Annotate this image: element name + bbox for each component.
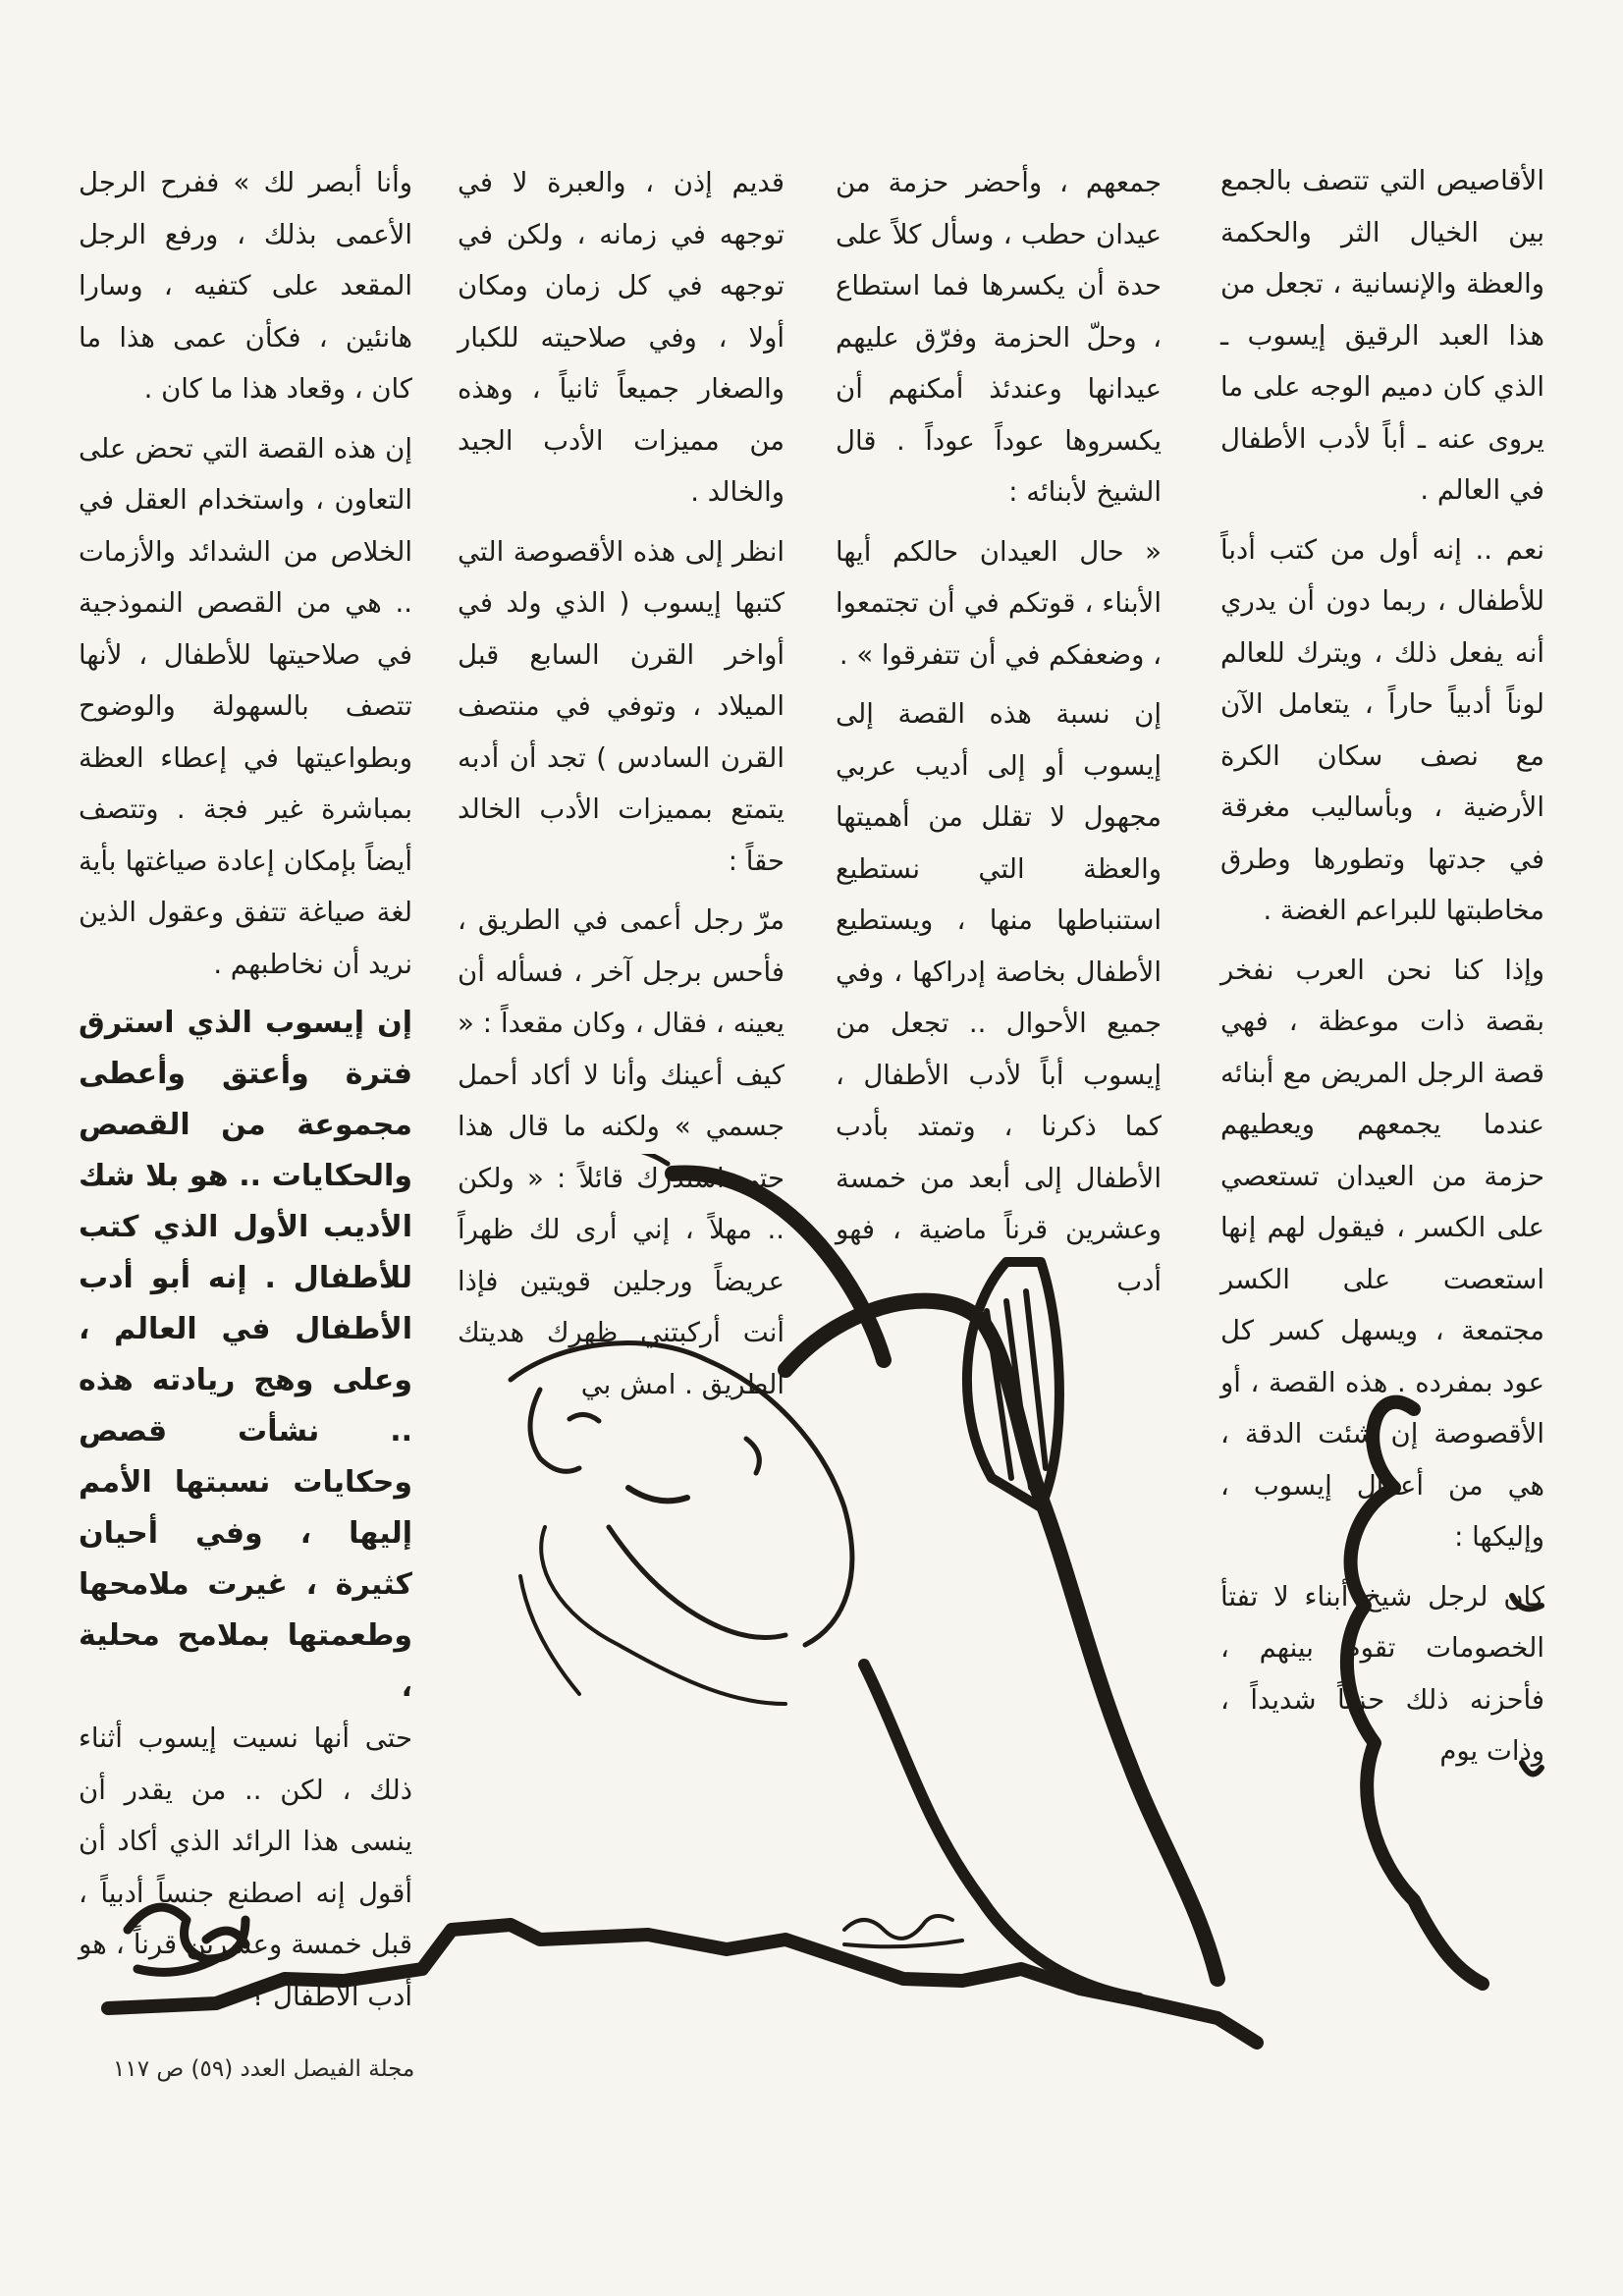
walking-stick	[673, 1173, 884, 1360]
paragraph: وإذا كنا نحن العرب نفخر بقصة ذات موعظة ، فهي قصة الرجل المريض مع أبنائه عندما يجمعهم ويعطيهم حزمة من العيدان تستعصي على الكسر ، فيقول لهم إنها استعصت على الكسر مجتمعة ، ويسهل كسر كل عود بمفرده . هذه القصة ، أو الأقصوصة إن شئت الدقة ، هي من أعمال إيسوب ، وإليكها :	[1220, 954, 1544, 1553]
paragraph: انظر إلى هذه الأقصوصة التي كتبها إيسوب ( الذي ولد في أواخر القرن السابع قبل الميلاد ، وتوفي في منتصف القرن السادس ) تجد أن أدبه يتمتع بمميزات الأدب الخالد حقاً :	[458, 535, 784, 877]
paragraph: قديم إذن ، والعبرة لا في توجهه في زمانه ، ولكن في توجهه في كل زمان ومكان أولا ، وفي صلاحيته للكبار والصغار جميعاً ثانياً ، وهذه من مميزات الأدب الجيد والخالد .	[458, 167, 784, 508]
paragraph: إن هذه القصة التي تحض على التعاون ، واستخدام العقل في الخلاص من الشدائد والأزمات .. هي من القصص النموذجية في صلاحيتها للأطفال ، لأنها تتصف بالسهولة والوضوح وبطواعيتها في إعطاء العظة بمباشرة غير فجة . وتتصف أيضاً بإمكان إعادة صياغتها بأية لغة صياغة تتفق وعقول الذين نريد أن نخاطبهم .	[79, 432, 412, 980]
paragraph: مرّ رجل أعمى في الطريق ، فأحس برجل آخر ، فسأله أن يعينه ، فقال ، وكان مقعداً : « كيف أعينك وأنا لا أكاد أحمل جسمي » ولكنه ما قال هذا حتى استدرك قائلاً : « ولكن .. مهلاً ، إني أرى لك ظهراً عريضاً ورجلين قويتين فإذا أنت أركبتني ظهرك هديتك الطريق . امش بي	[458, 904, 784, 1400]
paragraph: كان لرجل شيخ أبناء لا تفتأ الخصومات تقوم بينهم ، فأحزنه ذلك حزناً شديداً ، وذات يوم	[1220, 1580, 1544, 1767]
signature-left-stroke	[128, 1907, 245, 1972]
text-column-2	[836, 157, 1162, 1315]
paragraph: نعم .. إنه أول من كتب أدباً للأطفال ، ربما دون أن يدري أنه يفعل ذلك ، ويترك للعالم لوناً أدبياً حاراً ، يتعامل الآن مع نصف سكان الكرة الأرضية ، وبأساليب مغرقة في جدتها وتطورها وطرق مخاطبتها للبراعم الغضة .	[1220, 533, 1544, 926]
right-figure-outline	[1347, 1402, 1483, 1984]
page-footer: مجلة الفيصل العدد (٥٩) ص ١١٧	[113, 2056, 415, 2082]
paragraph: « حال العيدان حالكم أيها الأبناء ، قوتكم في أن تجتمعوا ، وضعفكم في أن تتفرقوا » .	[836, 535, 1162, 671]
paragraph: الأقاصيص التي تتصف بالجمع بين الخيال الثر والحكمة والعظة والإنسانية ، تجعل من هذا العبد الرقيق إيسوب ـ الذي كان دميم الوجه على ما يروى عنه ـ أباً لأدب الأطفال في العالم .	[1220, 165, 1544, 506]
paragraph: حتى أنها نسيت إيسوب أثناء ذلك ، لكن .. من يقدر أن ينسى هذا الرائد الذي أكاد أن أقول إنه اصطنع جنساً أدبياً ، قبل خمسة وعشرين قرناً ، هو أدب الأطفال ؟	[79, 1722, 412, 2012]
illustration-blind-man-carrying-lame-man	[98, 1154, 1566, 2052]
paragraph: جمعهم ، وأحضر حزمة من عيدان حطب ، وسأل كلاً على حدة أن يكسرها فما استطاع ، وحلّ الحزمة وفرّق عليهم عيدانها وعندئذ أمكنهم أن يكسروها عوداً عوداً . قال الشيخ لأبنائه :	[836, 167, 1162, 508]
bold-paragraph: إن إيسوب الذي استرق فترة وأعتق وأعطى مجموعة من القصص والحكايات .. هو بلا شك الأديب الأول الذي كتب للأطفال . إنه أبو أدب الأطفال في العالم ، وعلى وهج ريادته هذه .. نشأت قصص وحكايات نسبتها الأمم إليها ، وفي أحيان كثيرة ، غيرت ملامحها وطعمتها بملامح محلية ،	[79, 1006, 412, 1704]
paragraph: وأنا أبصر لك » ففرح الرجل الأعمى بذلك ، ورفع الرجل المقعد على كتفيه ، وسارا هانئين ، فكأن عمى هذا ما كان ، وقعاد هذا ما كان .	[79, 167, 412, 405]
artist-signature-stroke	[844, 1916, 962, 1946]
paragraph: إن نسبة هذه القصة إلى إيسوب أو إلى أديب عربي مجهول لا تقلل من أهميتها والعظة التي نستطيع استنباطها منها ، ويستطيع الأطفال بخاصة إدراكها ، وفي جميع الأحوال .. تجعل من إيسوب أباً لأدب الأطفال ، كما ذكرنا ، وتمتد بأدب الأطفال إلى أبعد من خمسة وعشرين قرناً ماضية ، فهو أدب	[836, 698, 1162, 1297]
